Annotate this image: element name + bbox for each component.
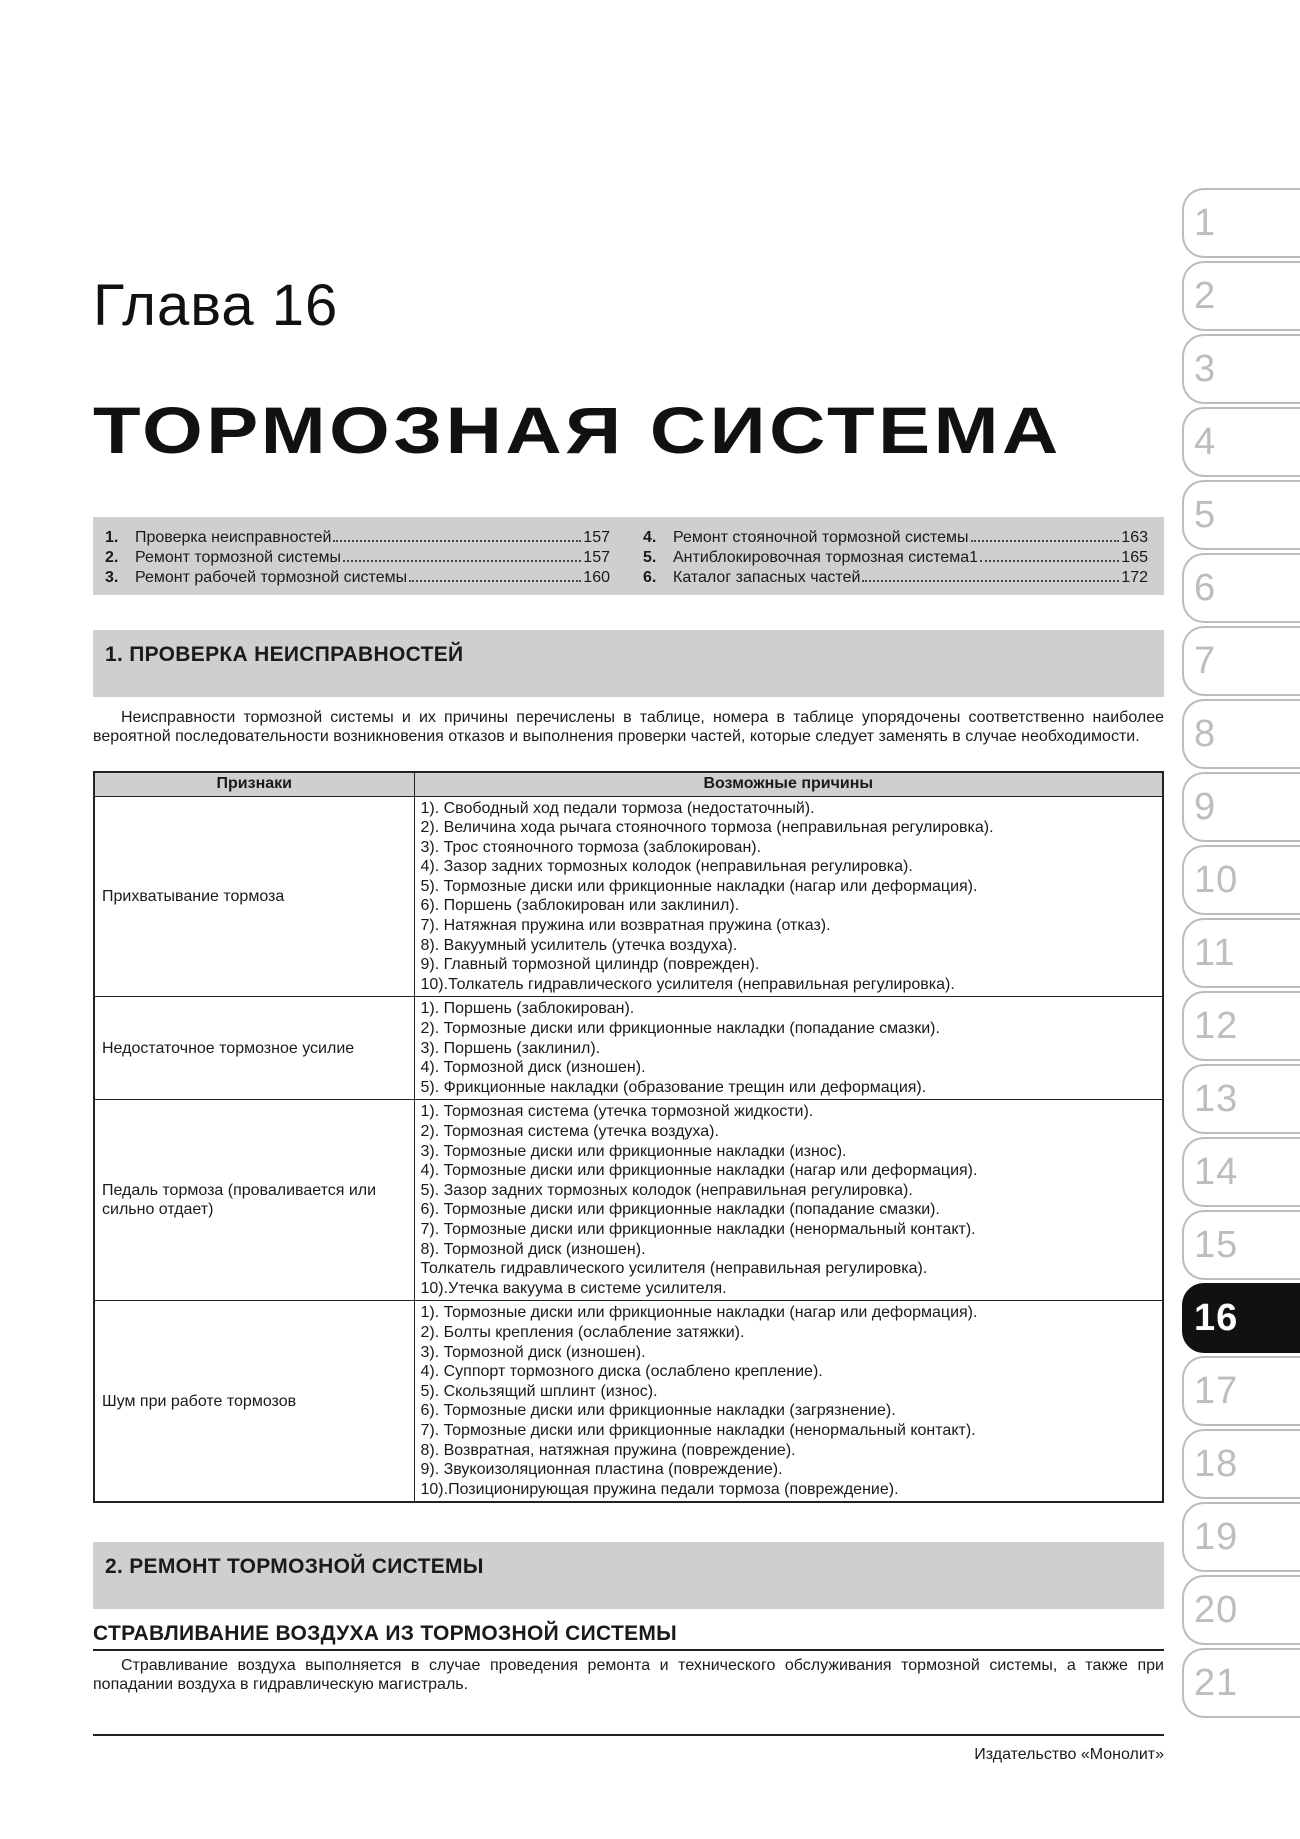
toc-entry[interactable] — [105, 569, 610, 589]
cause-item: 5). Тормозные диски или фрикционные накладки (нагар или деформация). — [420, 877, 978, 895]
cause-item: 1). Свободный ход педали тормоза (недостаточный). — [420, 799, 815, 817]
tab-label: 17 — [1194, 1370, 1239, 1412]
cause-item: 8). Вакуумный усилитель (утечка воздуха). — [420, 936, 738, 954]
cause-item: 4). Суппорт тормозного диска (ослаблено крепление). — [420, 1363, 823, 1381]
cause-item: 6). Тормозные диски или фрикционные накладки (попадание смазки). — [420, 1201, 940, 1219]
chapter-tab-16-active[interactable] — [1182, 1283, 1300, 1356]
cause-item: 7). Натяжная пружина или возвратная пружина (отказ). — [420, 917, 831, 935]
cause-item: 3). Тормозной диск (изношен). — [420, 1343, 646, 1361]
chapter-tab-2[interactable] — [1182, 261, 1300, 334]
toc-entry-number: 5. — [643, 549, 657, 566]
chapter-tab-14[interactable] — [1182, 1137, 1300, 1210]
section-heading: 1. ПРОВЕРКА НЕИСПРАВНОСТЕЙ — [105, 643, 464, 666]
cause-item: 3). Поршень (заклинил). — [420, 1039, 601, 1057]
section-heading-band — [93, 1542, 1164, 1609]
chapter-title: ТОРМОЗНАЯ СИСТЕМА — [93, 393, 1062, 467]
tab-label: 11 — [1194, 932, 1236, 974]
tab-label: 15 — [1194, 1224, 1239, 1266]
table-row — [94, 1100, 1163, 1301]
cause-item: Толкатель гидравлического усилителя (неправильная регулировка). — [420, 1260, 928, 1278]
cause-item: 4). Зазор задних тормозных колодок (неправильная регулировка). — [420, 858, 913, 876]
cause-item: 5). Фрикционные накладки (образование трещин или деформация). — [420, 1078, 927, 1096]
cause-item: 4). Тормозной диск (изношен). — [420, 1059, 646, 1077]
chapter-tab-4[interactable] — [1182, 407, 1300, 480]
tab-label: 9 — [1194, 786, 1217, 828]
cause-item: 10).Позиционирующая пружина педали тормоза (повреждение). — [420, 1480, 899, 1498]
chapter-tab-19[interactable] — [1182, 1502, 1300, 1575]
cause-item: 2). Болты крепления (ослабление затяжки). — [420, 1323, 745, 1341]
toc-entry-number: 1. — [105, 529, 119, 546]
toc-entry-page: 160 — [583, 569, 610, 586]
cause-item: 1). Тормозная система (утечка тормозной жидкости). — [420, 1103, 814, 1121]
toc-column-right — [643, 529, 1148, 589]
tab-label: 19 — [1194, 1516, 1239, 1558]
toc-entry-title: Проверка неисправностей — [135, 529, 332, 546]
chapter-tab-3[interactable] — [1182, 334, 1300, 407]
toc-entry-title: Ремонт стояночной тормозной системы — [673, 529, 969, 546]
chapter-tab-21[interactable] — [1182, 1648, 1300, 1721]
toc-entry-title: Ремонт рабочей тормозной системы — [135, 569, 408, 586]
cause-item: 10).Утечка вакуума в системе усилителя. — [420, 1279, 727, 1297]
chapter-tab-1[interactable] — [1182, 188, 1300, 261]
cause-item: 9). Звукоизоляционная пластина (повреждение). — [420, 1461, 783, 1479]
table-row — [94, 796, 1163, 997]
footer-divider — [93, 1734, 1164, 1736]
cause-item: 5). Зазор задних тормозных колодок (неправильная регулировка). — [420, 1181, 913, 1199]
tab-label: 7 — [1194, 640, 1217, 682]
cause-item: 5). Скользящий шплинт (износ). — [420, 1382, 658, 1400]
tab-label: 4 — [1194, 421, 1217, 463]
toc-leader-dots — [343, 560, 581, 562]
chapter-tab-5[interactable] — [1182, 480, 1300, 553]
chapter-tab-18[interactable] — [1182, 1429, 1300, 1502]
tab-label: 21 — [1194, 1662, 1239, 1704]
toc-entry[interactable] — [643, 569, 1148, 589]
toc-entry-page: 157 — [583, 529, 610, 546]
causes-cell — [414, 1301, 1163, 1502]
table-row — [94, 997, 1163, 1100]
toc-entry-title: Каталог запасных частей — [673, 569, 861, 586]
cause-item: 10).Толкатель гидравлического усилителя (неправильная регулировка). — [420, 975, 955, 993]
chapter-tab-12[interactable] — [1182, 991, 1300, 1064]
toc-entry-page: 172 — [1121, 569, 1148, 586]
causes-cell — [414, 1100, 1163, 1301]
cause-item: 7). Тормозные диски или фрикционные накладки (ненормальный контакт). — [420, 1220, 976, 1238]
cause-item: 8). Возвратная, натяжная пружина (повреждение). — [420, 1441, 796, 1459]
tab-label: 3 — [1194, 348, 1217, 390]
cause-item: 3). Тормозные диски или фрикционные накладки (износ). — [420, 1142, 847, 1160]
chapter-tab-13[interactable] — [1182, 1064, 1300, 1137]
table-header-row — [94, 772, 1163, 796]
table-row — [94, 1301, 1163, 1502]
column-header-symptoms: Признаки — [94, 772, 414, 796]
symptom-cell: Педаль тормоза (проваливается или сильно отдает) — [94, 1100, 414, 1301]
toc-leader-dots — [333, 540, 581, 542]
toc-entry-number: 6. — [643, 569, 657, 586]
tab-label: 6 — [1194, 567, 1217, 609]
tab-label: 20 — [1194, 1589, 1239, 1631]
cause-item: 6). Поршень (заблокирован или заклинил). — [420, 897, 740, 915]
toc-entry-title: Антиблокировочная тормозная система1 — [673, 549, 979, 566]
toc-leader-dots — [862, 580, 1119, 582]
toc-entry[interactable] — [643, 549, 1148, 569]
toc-entry-page: 157 — [583, 549, 610, 566]
symptom-cell: Шум при работе тормозов — [94, 1301, 414, 1502]
chapter-tab-8[interactable] — [1182, 699, 1300, 772]
chapter-label: Глава 16 — [93, 273, 339, 338]
tab-label: 18 — [1194, 1443, 1239, 1485]
symptom-cell: Прихватывание тормоза — [94, 796, 414, 997]
tab-label: 8 — [1194, 713, 1217, 755]
cause-item: 1). Поршень (заблокирован). — [420, 1000, 635, 1018]
toc-entry[interactable] — [105, 549, 610, 569]
toc-entry[interactable] — [105, 529, 610, 549]
cause-item: 4). Тормозные диски или фрикционные накладки (нагар или деформация). — [420, 1162, 978, 1180]
footer-publisher: Издательство «Монолит» — [974, 1746, 1164, 1763]
toc-leader-dots — [980, 560, 1119, 562]
toc-entry[interactable] — [643, 529, 1148, 549]
chapter-tab-7[interactable] — [1182, 626, 1300, 699]
toc-leader-dots — [971, 540, 1120, 542]
causes-cell — [414, 997, 1163, 1100]
symptom-cell: Недостаточное тормозное усилие — [94, 997, 414, 1100]
chapter-tab-10[interactable] — [1182, 845, 1300, 918]
causes-cell — [414, 796, 1163, 997]
toc-entry-number: 2. — [105, 549, 119, 566]
toc-entry-page: 163 — [1121, 529, 1148, 546]
tab-label: 14 — [1194, 1151, 1239, 1193]
cause-item: 3). Трос стояночного тормоза (заблокирован). — [420, 838, 762, 856]
section-heading: 2. РЕМОНТ ТОРМОЗНОЙ СИСТЕМЫ — [105, 1555, 484, 1578]
cause-item: 7). Тормозные диски или фрикционные накладки (ненормальный контакт). — [420, 1421, 976, 1439]
chapter-tab-17[interactable] — [1182, 1356, 1300, 1429]
tab-label: 10 — [1194, 859, 1239, 901]
chapter-tab-11[interactable] — [1182, 918, 1300, 991]
chapter-tabs — [1182, 188, 1300, 1721]
chapter-tab-9[interactable] — [1182, 772, 1300, 845]
tab-label: 16 — [1194, 1297, 1239, 1339]
cause-item: 1). Тормозные диски или фрикционные накладки (нагар или деформация). — [420, 1304, 978, 1322]
chapter-tab-6[interactable] — [1182, 553, 1300, 626]
tab-label: 2 — [1194, 275, 1217, 317]
cause-item: 2). Тормозная система (утечка воздуха). — [420, 1123, 719, 1140]
intro-paragraph: Неисправности тормозной системы и их причины перечислены в таблице, номера в таблице упорядочены соответственно наиболее вероятной последовательности возникновения отказов и выполнения проверки частей, которые следует заменять в случае необходимости. — [93, 709, 1164, 745]
cause-item: 6). Тормозные диски или фрикционные накладки (загрязнение). — [420, 1402, 896, 1420]
tab-label: 12 — [1194, 1005, 1239, 1047]
tab-label: 5 — [1194, 494, 1217, 536]
section-heading-band — [93, 630, 1164, 697]
toc-column-left — [105, 529, 610, 589]
toc-leader-dots — [409, 580, 581, 582]
toc-entry-number: 3. — [105, 569, 119, 586]
chapter-tab-20[interactable] — [1182, 1575, 1300, 1648]
table-of-contents — [93, 517, 1164, 595]
toc-entry-page: 165 — [1121, 549, 1148, 566]
cause-item: 2). Величина хода рычага стояночного тормоза (неправильная регулировка). — [420, 819, 994, 837]
body-paragraph: Стравливание воздуха выполняется в случае проведения ремонта и технического обслуживания тормозной системы, а также при попадании воздуха в гидравлическую магистраль. — [93, 1657, 1164, 1693]
fault-table — [93, 771, 1164, 1503]
cause-item: 8). Тормозной диск (изношен). — [420, 1240, 646, 1258]
cause-item: 2). Тормозные диски или фрикционные накладки (попадание смазки). — [420, 1020, 940, 1038]
subsection-heading: СТРАВЛИВАНИЕ ВОЗДУХА ИЗ ТОРМОЗНОЙ СИСТЕМЫ — [93, 1622, 1164, 1651]
toc-entry-number: 4. — [643, 529, 657, 546]
cause-item: 9). Главный тормозной цилиндр (поврежден). — [420, 956, 760, 974]
tab-label: 13 — [1194, 1078, 1239, 1120]
tab-label: 1 — [1194, 202, 1217, 244]
toc-entry-title: Ремонт тормозной системы — [135, 549, 341, 566]
chapter-tab-15[interactable] — [1182, 1210, 1300, 1283]
column-header-causes: Возможные причины — [414, 772, 1163, 796]
